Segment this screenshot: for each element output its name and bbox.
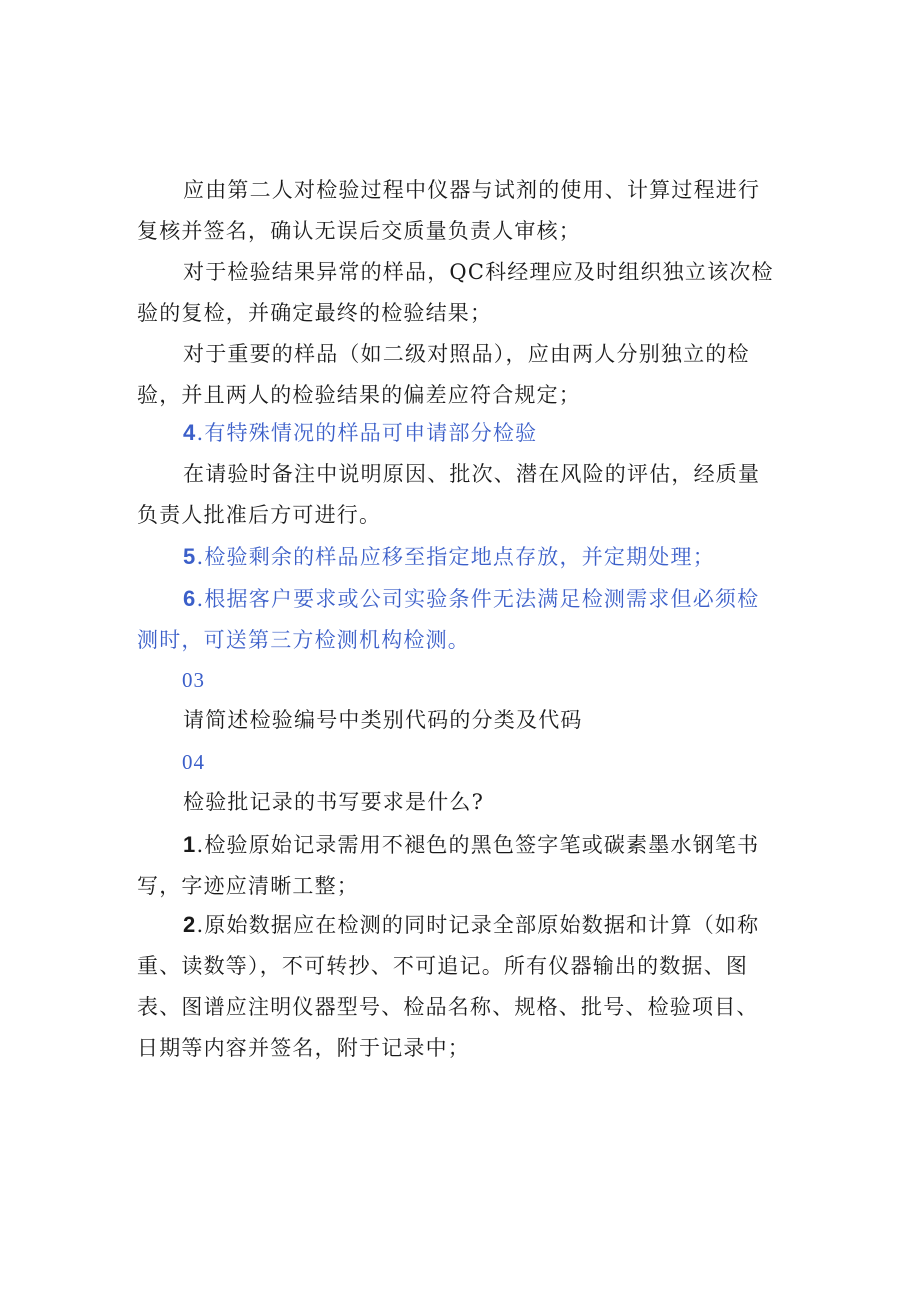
item-6-number: 6 (183, 586, 197, 611)
question-03: 请简述检验编号中类别代码的分类及代码 (183, 708, 583, 732)
item-5-remaining-samples (137, 536, 777, 578)
paragraph-request-note: 在请验时备注中说明原因、批次、潜在风险的评估，经质量负责人批准后方可进行。 (137, 462, 761, 527)
answer-2-text: .原始数据应在检测的同时记录全部原始数据和计算（如称重、读数等），不可转抄、不可追记。所有仪器输出的数据、图表、图谱应注明仪器型号、检品名称、规格、批号、检验项目、日期等内容并签名，附于记录中； (137, 913, 760, 1060)
answer-2-raw-data (137, 904, 777, 1069)
answer-1-number: 1 (183, 832, 197, 857)
paragraph-important-samples: 对于重要的样品（如二级对照品），应由两人分别独立的检验，并且两人的检验结果的偏差应符合规定； (137, 342, 750, 407)
question-04: 检验批记录的书写要求是什么? (183, 790, 485, 814)
item-5-number: 5 (183, 544, 197, 569)
item-4-text: .有特殊情况的样品可申请部分检验 (196, 421, 538, 445)
section-number-03: 03 (182, 668, 205, 692)
paragraph-abnormal-results: 对于检验结果异常的样品，QC科经理应及时组织独立该次检验的复检，并确定最终的检验结果； (137, 260, 774, 325)
item-6-third-party (137, 578, 777, 661)
answer-2-number: 2 (183, 912, 197, 937)
item-6-text: .根据客户要求或公司实验条件无法满足检测需求但必须检测时，可送第三方检测机构检测。 (137, 587, 760, 652)
item-5-text: .检验剩余的样品应移至指定地点存放，并定期处理； (196, 545, 715, 569)
answer-1-text: .检验原始记录需用不褪色的黑色签字笔或碳素墨水钢笔书写，字迹应清晰工整； (137, 833, 760, 898)
answer-1-record-pen (137, 824, 777, 907)
item-4-number: 4 (183, 420, 197, 445)
paragraph-review-signature: 应由第二人对检验过程中仪器与试剂的使用、计算过程进行复核并签名，确认无误后交质量负责人审核； (137, 178, 761, 243)
item-4-partial-inspection (137, 412, 777, 454)
section-number-04: 04 (182, 750, 205, 774)
